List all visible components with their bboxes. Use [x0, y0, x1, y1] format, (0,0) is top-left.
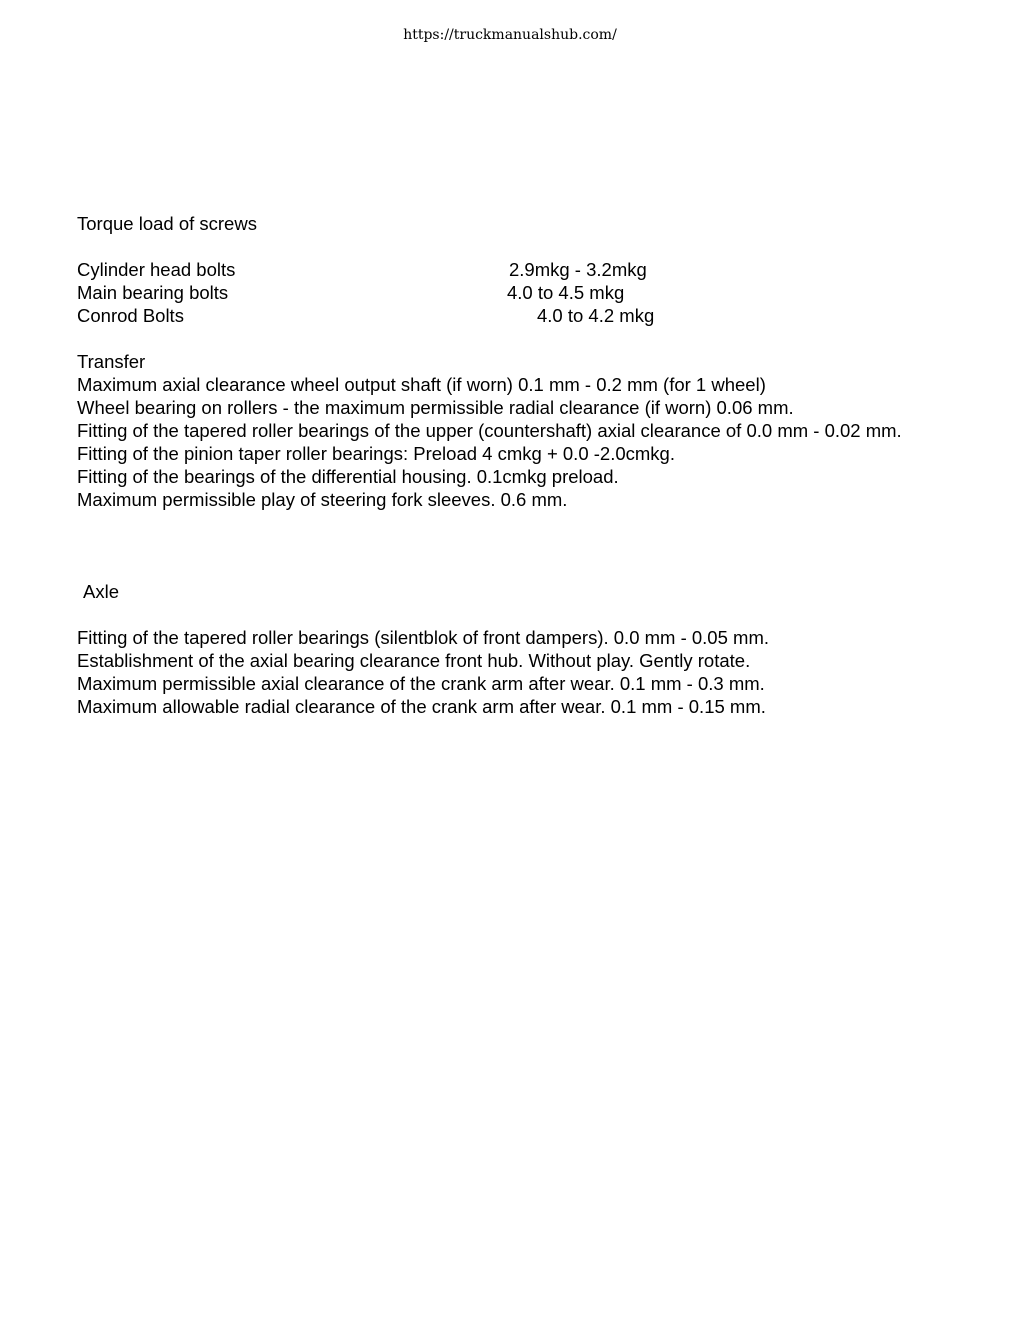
transfer-line: Wheel bearing on rollers - the maximum permissible radial clearance (if worn) 0.06 mm.: [77, 397, 794, 418]
axle-line: Maximum permissible axial clearance of the crank arm after wear. 0.1 mm - 0.3 mm.: [77, 673, 765, 694]
axle-line: Fitting of the tapered roller bearings (silentblok of front dampers). 0.0 mm - 0.05 mm.: [77, 627, 769, 648]
transfer-line: Maximum axial clearance wheel output shaft (if worn) 0.1 mm - 0.2 mm (for 1 wheel): [77, 374, 766, 395]
torque-row-value: 4.0 to 4.5 mkg: [507, 282, 625, 303]
torque-row-label: Main bearing bolts: [77, 282, 229, 303]
transfer-line: Fitting of the tapered roller bearings of the upper (countershaft) axial clearance of 0.0 mm - 0.02 mm.: [77, 420, 902, 441]
header-url: https://truckmanualshub.com/: [403, 27, 617, 43]
transfer-line: Fitting of the bearings of the differential housing. 0.1cmkg preload.: [77, 466, 619, 487]
transfer-title: Transfer: [77, 351, 146, 372]
axle-line: Maximum allowable radial clearance of the crank arm after wear. 0.1 mm - 0.15 mm.: [77, 696, 766, 717]
axle-title: Axle: [83, 581, 119, 602]
torque-title: Torque load of screws: [77, 213, 257, 234]
torque-row-value: 4.0 to 4.2 mkg: [537, 305, 655, 326]
torque-row-label: Cylinder head bolts: [77, 259, 236, 280]
transfer-line: Fitting of the pinion taper roller bearings: Preload 4 cmkg + 0.0 -2.0cmkg.: [77, 443, 675, 464]
transfer-line: Maximum permissible play of steering fork sleeves. 0.6 mm.: [77, 489, 568, 510]
torque-row-value: 2.9mkg - 3.2mkg: [509, 259, 647, 280]
torque-row-label: Conrod Bolts: [77, 305, 184, 326]
axle-line: Establishment of the axial bearing clearance front hub. Without play. Gently rotate.: [77, 650, 751, 671]
